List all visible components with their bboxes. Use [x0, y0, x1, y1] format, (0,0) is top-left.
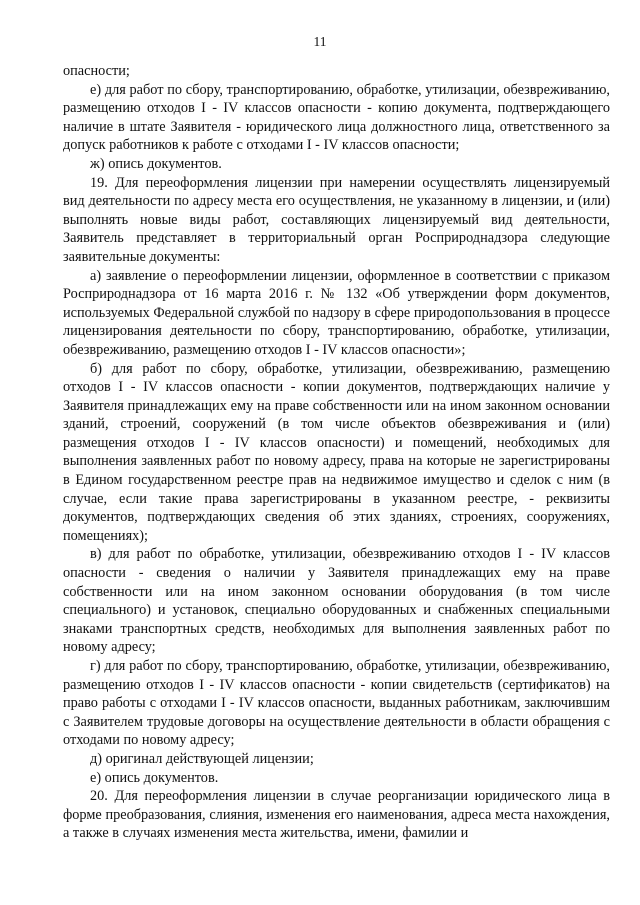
paragraph-item-a: а) заявление о переоформлении лицензии, оформленное в соответствии с приказом Росприроднадзора от 16 марта 2016 г. № 132 «Об утверждении форм документов, используемых Федеральной службой по надзору в сфере природопользования в процессе лицензирования деятельности по сбору, транспортированию, обработке, утилизации, обезвреживанию, размещению отходов I - IV классов опасности»;	[63, 267, 610, 358]
paragraph-item-d: д) оригинал действующей лицензии;	[90, 750, 314, 767]
page-number: 11	[313, 34, 327, 49]
paragraph-item-g: г) для работ по сбору, транспортированию, обработке, утилизации, обезвреживанию, размещению отходов I - IV классов опасности - копии свидетельств (сертификатов) на право работы с отходами I - IV классов опасности, выданных работникам, заключившим с Заявителем трудовые договоры на осуществление деятельности в области обращения с отходами по новому адресу;	[63, 658, 610, 749]
paragraph-continuation: опасности;	[63, 63, 130, 79]
paragraph-19: 19. Для переоформления лицензии при намерении осуществлять лицензируемый вид деятельности по адресу места его осуществления, не указанному в лицензии, и (или) выполнять новые виды работ, составляющих лицензируемый вид деятельности, Заявитель представляет в территориальный орган Росприроднадзора следующие заявительные документы:	[63, 174, 610, 265]
document-body	[63, 62, 610, 843]
paragraph-item-e: е) для работ по сбору, транспортированию, обработке, утилизации, обезвреживанию, размещению отходов I - IV классов опасности - копию документа, подтверждающего наличие в штате Заявителя - юридического лица должностного лица, ответственного за допуск работников к работе с отходами I - IV классов опасности;	[63, 81, 610, 154]
paragraph-item-b: б) для работ по сбору, обработке, утилизации, обезвреживанию, размещению отходов I - IV классов опасности - копии документов, подтверждающих наличие у Заявителя принадлежащих ему на праве собственности или на ином законном основании зданий, строений, сооружений (в том числе объектов обезвреживания и (или) размещения отходов I - IV классов опасности) и помещений, необходимых для выполнения заявленных работ по новому адресу, права на которые не зарегистрированы в Едином государственном реестре прав на недвижимое имущество и сделок с ним (в случае, если такие права зарегистрированы в указанном реестре, - реквизиты документов, подтверждающих сведения об этих зданиях, строениях, сооружениях, помещениях);	[63, 360, 610, 544]
paragraph-item-v: в) для работ по обработке, утилизации, обезвреживанию отходов I - IV классов опасности - сведения о наличии у Заявителя принадлежащих ему на праве собственности или на ином законном основании оборудования (в том числе специального) и установок, специально оборудованных и снабженных специальными знаками транспортных средств, необходимых для выполнения заявленных работ по новому адресу;	[63, 546, 610, 656]
paragraph-item-e2: е) опись документов.	[90, 769, 219, 786]
paragraph-20: 20. Для переоформления лицензии в случае реорганизации юридического лица в форме преобразования, слияния, изменения его наименования, адреса места нахождения, а также в случаях изменения места жительства, имени, фамилии и	[63, 788, 610, 842]
paragraph-item-zh: ж) опись документов.	[90, 155, 222, 172]
